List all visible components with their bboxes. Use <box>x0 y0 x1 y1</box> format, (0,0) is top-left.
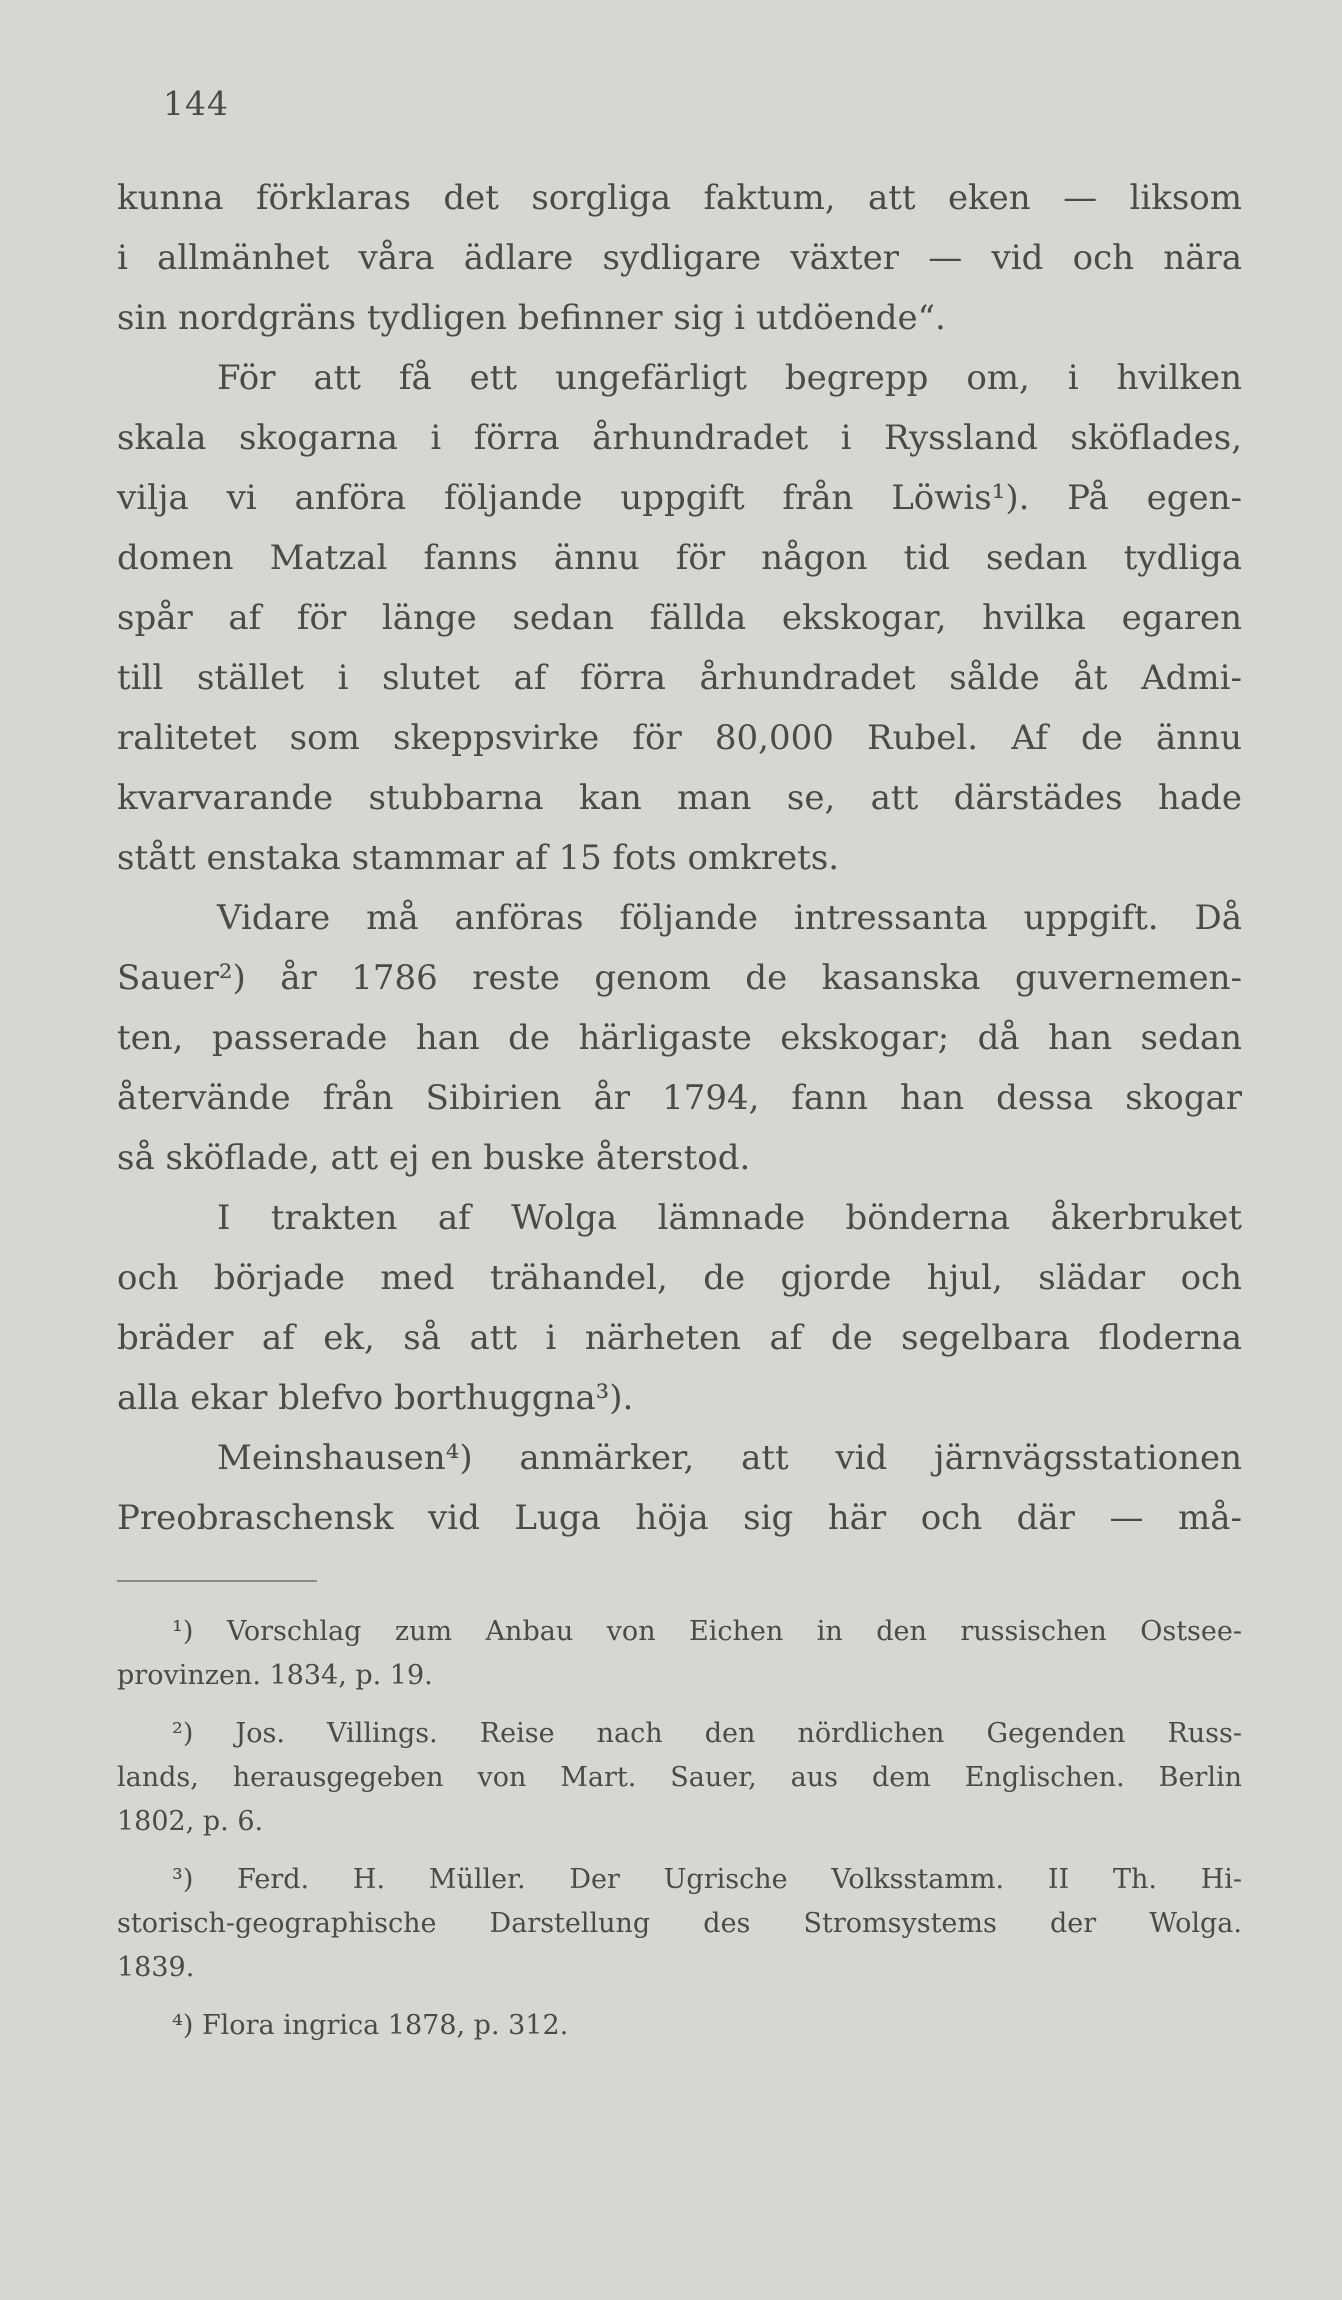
footnote-line: storisch-geographische Darstellung des Stromsystems der Wolga. <box>117 1908 1242 1939</box>
body-line: I trakten af Wolga lämnade bönderna åkerbruket <box>217 1198 1242 1238</box>
body-line: kvarvarande stubbarna kan man se, att därstädes hade <box>117 778 1242 818</box>
footnote-line: ⁴) Flora ingrica 1878, p. 312. <box>172 2010 569 2041</box>
footnote-line: 1839. <box>117 1952 195 1983</box>
footnote-line: ³) Ferd. H. Müller. Der Ugrische Volksstamm. II Th. Hi- <box>172 1864 1242 1895</box>
page-number: 144 <box>163 84 229 123</box>
body-line: skala skogarna i förra århundradet i Ryssland sköflades, <box>117 418 1242 458</box>
footnote-line: provinzen. 1834, p. 19. <box>117 1660 433 1691</box>
body-line: stått enstaka stammar af 15 fots omkrets. <box>117 838 840 878</box>
footnote-divider <box>117 1580 317 1582</box>
body-line: återvände från Sibirien år 1794, fann han dessa skogar <box>117 1078 1242 1118</box>
body-line: För att få ett ungefärligt begrepp om, i hvilken <box>217 358 1242 398</box>
body-line: Preobraschensk vid Luga höja sig här och där — må- <box>117 1498 1242 1538</box>
body-line: vilja vi anföra följande uppgift från Löwis¹). På egen- <box>117 478 1242 518</box>
body-line: och började med trähandel, de gjorde hjul, slädar och <box>117 1258 1242 1298</box>
footnote-line: ¹) Vorschlag zum Anbau von Eichen in den russischen Ostsee- <box>172 1616 1242 1647</box>
body-line: Vidare må anföras följande intressanta uppgift. Då <box>217 898 1242 938</box>
body-line: bräder af ek, så att i närheten af de segelbara floderna <box>117 1318 1242 1358</box>
body-line: domen Matzal fanns ännu för någon tid sedan tydliga <box>117 538 1242 578</box>
body-line: till stället i slutet af förra århundradet sålde åt Admi- <box>117 658 1242 698</box>
body-line: spår af för länge sedan fällda ekskogar, hvilka egaren <box>117 598 1242 638</box>
footnote-line: lands, herausgegeben von Mart. Sauer, aus dem Englischen. Berlin <box>117 1762 1242 1793</box>
footnote-line: 1802, p. 6. <box>117 1806 264 1837</box>
body-line: ten, passerade han de härligaste ekskogar; då han sedan <box>117 1018 1242 1058</box>
body-line: sin nordgräns tydligen befinner sig i utdöende“. <box>117 298 946 338</box>
body-line: kunna förklaras det sorgliga faktum, att eken — liksom <box>117 178 1242 218</box>
footnote-line: ²) Jos. Villings. Reise nach den nördlichen Gegenden Russ- <box>172 1718 1242 1749</box>
body-line: så sköflade, att ej en buske återstod. <box>117 1138 751 1178</box>
body-line: ralitetet som skeppsvirke för 80,000 Rubel. Af de ännu <box>117 718 1242 758</box>
body-line: Meinshausen⁴) anmärker, att vid järnvägsstationen <box>217 1438 1242 1478</box>
body-line: alla ekar blefvo borthuggna³). <box>117 1378 634 1418</box>
body-line: i allmänhet våra ädlare sydligare växter — vid och nära <box>117 238 1242 278</box>
body-line: Sauer²) år 1786 reste genom de kasanska guvernemen- <box>117 958 1242 998</box>
